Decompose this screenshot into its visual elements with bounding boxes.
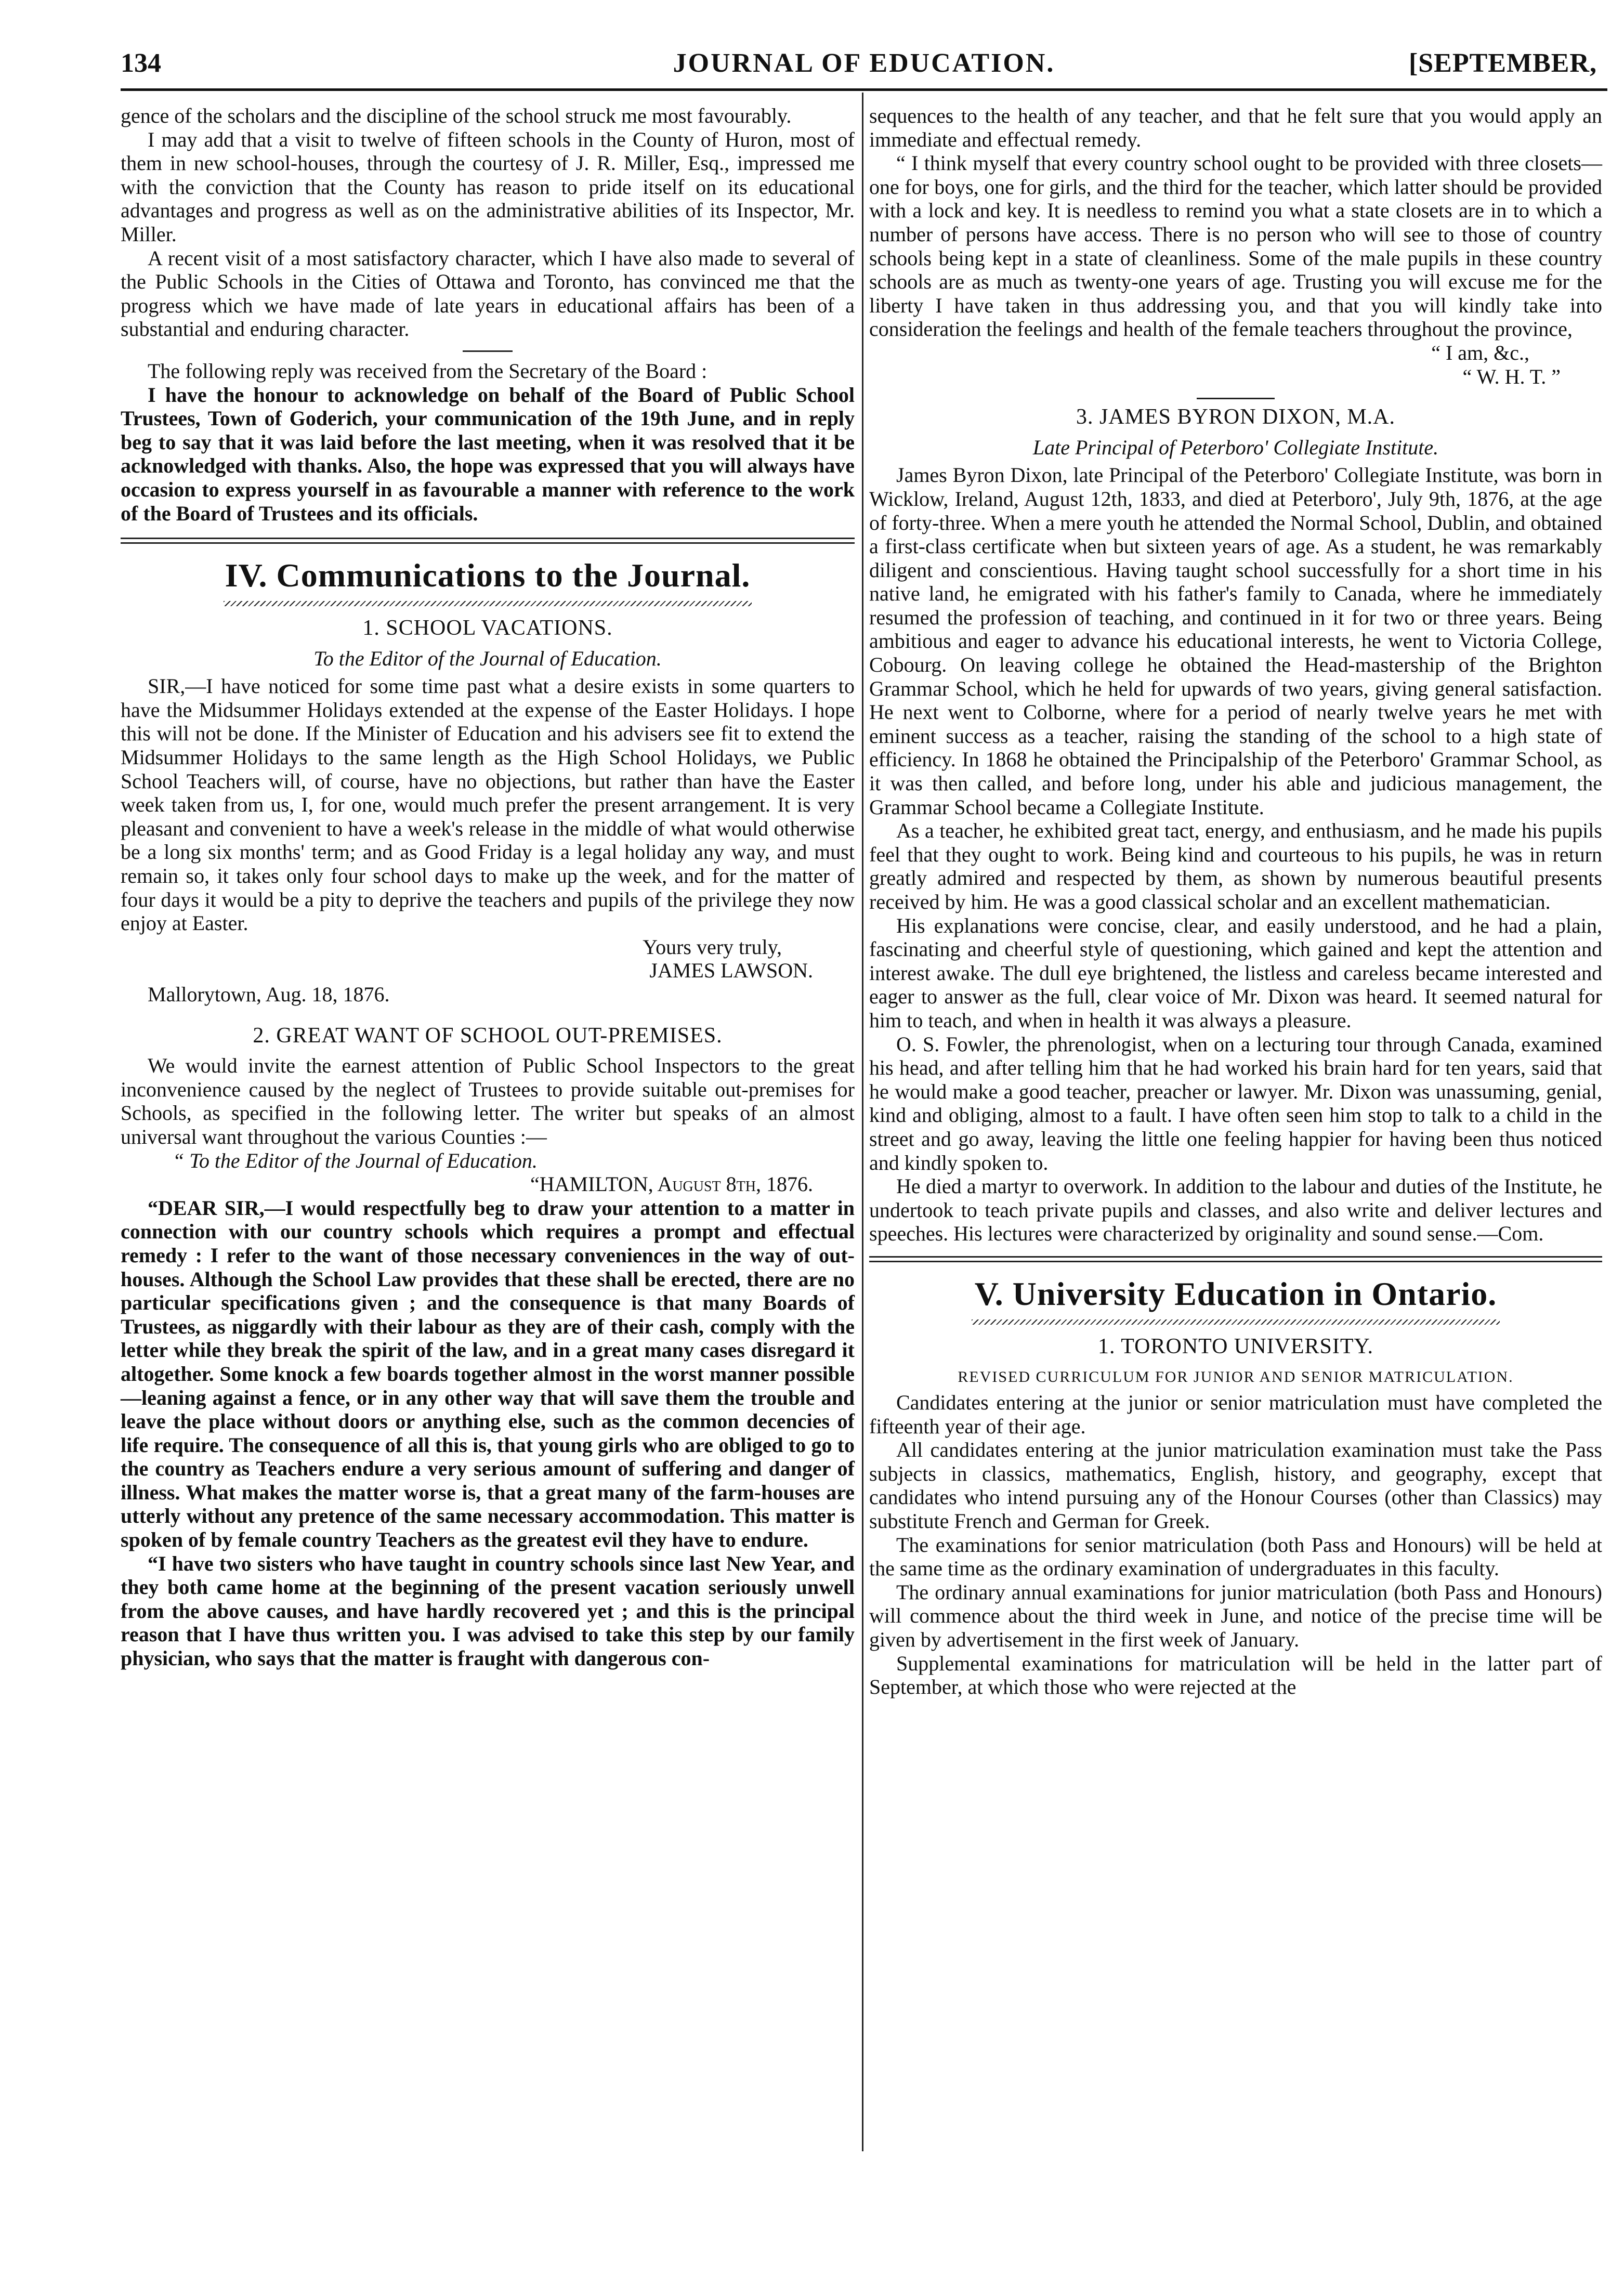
paragraph: “ I think myself that every country school ought to be provided with three closets—one for boys, one for girls, and the third for the teacher, which latter should be provided with a lock and key. It is needless to remind you what a state closets are in to which a number of persons have access. There is no person who will see to those of country schools being kept in a state of cleanliness. Some of the male pupils in these country schools are as much as twenty-one years of age. Trusting you will excuse me for the liberty I have taken in thus addressing you, and that you will kindly take into consideration the feelings and health of the female teachers throughout the province, <box>869 151 1602 341</box>
article-subtitle: Late Principal of Peterboro' Collegiate Institute. <box>1032 435 1439 459</box>
letter-signature: “ W. H. T. ” <box>1462 364 1561 388</box>
journal-title: JOURNAL OF EDUCATION. <box>673 48 1055 78</box>
article-title: 2. GREAT WANT OF SCHOOL OUT-PREMISES. <box>253 1023 723 1048</box>
article-addressee: To the Editor of the Journal of Education. <box>313 646 662 670</box>
paragraph: James Byron Dixon, late Principal of the Peterboro' Collegiate Institute, was born in Wicklow, Ireland, August 12th, 1833, and died at Peterboro', July 9th, 1876, at the age of forty-three. When a mere youth he attended the Normal School, Dublin, and obtained a first-class certificate when but sixteen years of age. As a student, he was remarkably diligent and conscientious. Having taught school successfully for a short time in his native land, he emigrated with his father's family to Canada, where he immediately resumed the profession of teaching, and continued in it for two or three years. Being ambitious and eager to advance his educational interests, he went to Victoria College, Cobourg. On leaving college he obtained the Head-mastership of the Brighton Grammar School, which he held for upwards of two years, giving general satisfaction. He next went to Colborne, where for a period of nearly twelve years he met with eminent success as a teacher, raising the standing of the school to a high state of efficiency. In 1868 he obtained the Principalship of the Peterboro' Grammar School, as it was then called, and before long, under his able and judicious management, the Grammar School became a Collegiate Institute. <box>869 463 1602 819</box>
paragraph: All candidates entering at the junior matriculation examination must take the Pass subjects in classics, mathematics, English, history, and geography, except that candidates who intend pursuing any of the Honour Courses (other than Classics) may substitute French and German for Greek. <box>869 1438 1602 1533</box>
letter-closing: “ I am, &c., <box>1431 341 1529 364</box>
paragraph: As a teacher, he exhibited great tact, energy, and enthusiasm, and he made his pupils feel that they ought to work. Being kind and courteous to his pupils, he was in return greatly admired and respected by them, as shown by numerous beautiful presents received by him. He was a good classical scholar and an excellent mathematician. <box>869 819 1602 913</box>
article-subheading: REVISED CURRICULUM FOR JUNIOR AND SENIOR MATRICULATION. <box>958 1368 1514 1386</box>
letter-closing: Yours very truly, <box>643 935 782 959</box>
paragraph: The ordinary annual examinations for junior matriculation (both Pass and Honours) will commence about the third week in June, and notice of the precise time will be given by advertisement in the first week of January. <box>869 1580 1602 1652</box>
reply-intro: The following reply was received from the Secretary of the Board : <box>148 359 708 383</box>
header-rule <box>121 88 1607 91</box>
paragraph: O. S. Fowler, the phrenologist, when on a lecturing tour through Canada, examined his head, and after telling him that he had worked his brain hard for ten years, said that he would make a good teacher, preacher or lawyer. Mr. Dixon was unassuming, genial, kind and obliging, almost to a fault. I have often seen him stop to talk to a child in the street and go away, leaving the little one feeling happier for having been thus noticed and kindly spoken to. <box>869 1032 1602 1174</box>
letter-signature: JAMES LAWSON. <box>649 959 813 983</box>
paragraph: SIR,—I have noticed for some time past what a desire exists in some quarters to have the Midsummer Holidays extended at the expense of the Easter Holidays. I hope this will not be done. If the Minister of Education and his advisers see fit to extend the Midsummer Holidays to the same length as the High School Holidays, we Public School Teachers will, of course, have no objections, but rather than have the Easter week taken from us, I, for one, would much prefer the present arrangement. It is very pleasant and convenient to have a week's release in the middle of what would otherwise be a long six months' term; and as Good Friday is a legal holiday any way, and must remain so, it takes only four school days to make up the week, and for the matter of four days it would be a pity to deprive the teachers and pupils of the privilege they now enjoy at Easter. <box>121 674 855 935</box>
paragraph: He died a martyr to overwork. In addition to the labour and duties of the Institute, he undertook to teach private pupils and classes, and also write and deliver lectures and speeches. His lectures were characterized by originality and sound sense.—Com. <box>869 1174 1602 1246</box>
paragraph: The examinations for senior matriculation (both Pass and Honours) will be held at the same time as the ordinary examination of undergraduates in this faculty. <box>869 1533 1602 1580</box>
article-title: 1. SCHOOL VACATIONS. <box>362 616 613 641</box>
letter-place-date: Mallorytown, Aug. 18, 1876. <box>148 983 390 1006</box>
letter-addressee: “ To the Editor of the Journal of Education. <box>173 1148 538 1172</box>
running-head <box>121 48 1607 84</box>
letter-dateline: “HAMILTON, August 8th, 1876. <box>530 1172 813 1196</box>
section-rule <box>869 1256 1602 1262</box>
paragraph: Supplemental examinations for matriculation will be held in the latter part of September, at which those who were rejected at the <box>869 1651 1602 1699</box>
section-heading-iv: IV. Communications to the Journal. <box>225 557 751 594</box>
section-rule <box>121 538 855 544</box>
paragraph: His explanations were concise, clear, and easily understood, and he had a plain, fascinating and cheerful style of questioning, which gained and kept the attention and interest awake. The dull eye brightened, the listless and careless became interested and eager to answer as the full, clear voice of Mr. Dixon was heard. It seemed natural for him to teach, and when in health it was always a pleasure. <box>869 913 1602 1032</box>
page-number: 134 <box>121 48 161 78</box>
paragraph: gence of the scholars and the discipline of the school struck me most favourably. <box>121 104 792 127</box>
paragraph: sequences to the health of any teacher, and that he felt sure that you would apply an immediate and effectual remedy. <box>869 104 1602 151</box>
left-column <box>121 104 855 1670</box>
section-heading-v: V. University Education in Ontario. <box>974 1275 1497 1312</box>
paragraph: Candidates entering at the junior or senior matriculation must have completed the fifteenth year of their age. <box>869 1391 1602 1438</box>
paragraph: “DEAR SIR,—I would respectfully beg to draw your attention to a matter in connection with our country schools which requires a prompt and effectual remedy : I refer to the want of those necessary conveniences in the way of out-houses. Although the School Law provides that these shall be erected, there are no particular specifications given ; and the consequence is that many Boards of Trustees, as niggardly with their labour as they are of their cash, comply with the letter while they break the spirit of the law, and in a great many cases disregard it altogether. Some knock a few boards together almost in the worst manner possible—leaning against a fence, or in any other way that will save them the trouble and leave the place without doors or anything else, such as the common decencies of life require. The consequence of all this is, that young girls who are obliged to go to the country as Teachers endure a very serious amount of suffering and danger of illness. What makes the matter worse is, that a great many of the farm-houses are utterly without any pretence of the same necessary accommodation. This matter is spoken of by female country Teachers as the greatest evil they have to endure. <box>121 1196 855 1552</box>
article-title: 3. JAMES BYRON DIXON, M.A. <box>1076 405 1396 429</box>
ornamental-rule <box>224 601 752 606</box>
paragraph: We would invite the earnest attention of Public School Inspectors to the great inconvenience caused by the neglect of Trustees to provide suitable out-premises for Schools, as specified in the following letter. The writer but speaks of an almost universal want throughout the various Counties :— <box>121 1054 855 1148</box>
article-title: 1. TORONTO UNIVERSITY. <box>1098 1334 1373 1358</box>
issue-month: [SEPTEMBER, <box>1408 48 1597 78</box>
paragraph: “I have two sisters who have taught in country schools since last New Year, and they both came home at the beginning of the present vacation seriously unwell from the above causes, and have hardly recovered yet ; and this is the principal reason that I have thus written you. I was advised to take this step by our family physician, who says that the matter is fraught with dangerous con- <box>121 1551 855 1670</box>
right-column <box>869 104 1602 1699</box>
divider <box>463 350 513 352</box>
paragraph: A recent visit of a most satisfactory character, which I have also made to several of the Public Schools in the Cities of Ottawa and Toronto, has convinced me that the progress which we have made of late years in educational affairs has been of a substantial and enduring character. <box>121 246 855 341</box>
reply-letter: I have the honour to acknowledge on behalf of the Board of Public School Trustees, Town of Goderich, your communication of the 19th June, and in reply beg to say that it was laid before the last meeting, when it was resolved that it be acknowledged with thanks. Also, the hope was expressed that you will always have occasion to express yourself in as favourable a manner with reference to the work of the Board of Trustees and its officials. <box>121 383 855 525</box>
paragraph: I may add that a visit to twelve of fifteen schools in the County of Huron, most of them in new school-houses, through the courtesy of J. R. Miller, Esq., impressed me with the conviction that the County has reason to pride itself on its educational advantages and progress as well as on the administrative abilities of its Inspector, Mr. Miller. <box>121 127 855 246</box>
ornamental-rule <box>972 1319 1499 1325</box>
column-divider <box>862 93 863 2151</box>
divider <box>1197 398 1275 399</box>
